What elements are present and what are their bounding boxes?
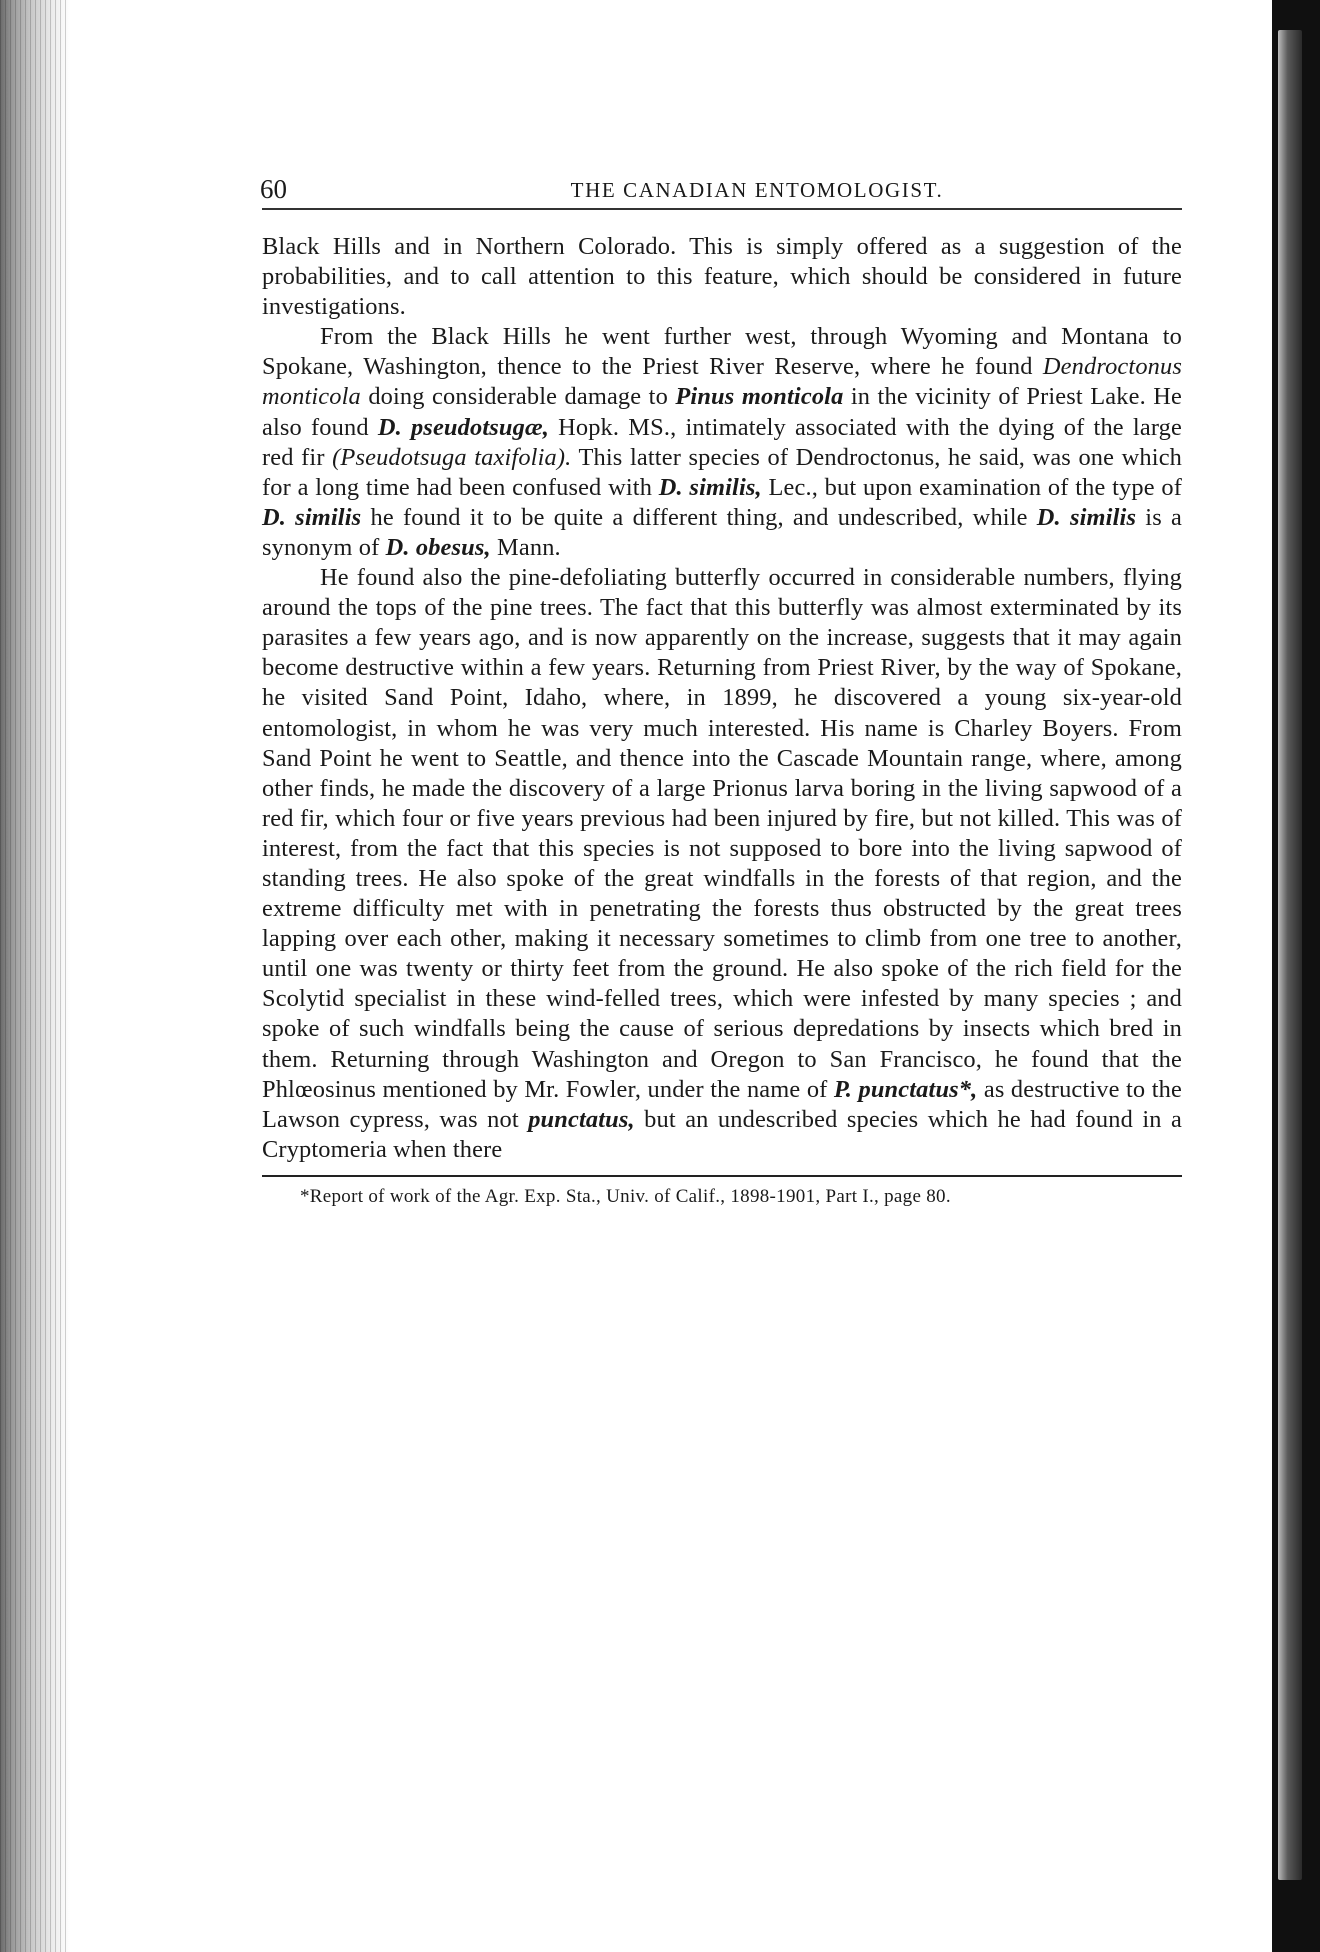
footnote-rule [262, 1175, 1182, 1177]
footnote: *Report of work of the Agr. Exp. Sta., Univ. of Calif., 1898-1901, Part I., page 80. [300, 1185, 951, 1207]
paragraph-2-text-9: Mann. [490, 533, 561, 561]
paragraph-2-text-6: Lec., but upon examination of the type of [761, 473, 1183, 501]
paragraph-2-text-1: From the Black Hills he went further west, through Wyoming and Montana to Spokane, Washington, thence to the Priest River Reserve, where he found [262, 323, 1182, 381]
page-number: 60 [260, 174, 287, 204]
journal-title: THE CANADIAN ENTOMOLOGIST. [570, 178, 944, 202]
book-cover-edge [1272, 0, 1320, 1952]
paragraph-2-text-4: Hopk. MS., intimately associated with the dying of the large red fir [262, 413, 1182, 471]
species-name: D. similis [262, 503, 362, 531]
species-name: D. similis, [658, 473, 762, 501]
book-page [262, 168, 1182, 1209]
paragraph-3-text-3: but an undescribed species which he had found in a Cryptomeria when there [262, 1105, 1182, 1163]
paragraph-2-text-2: doing considerable damage to [360, 383, 676, 411]
species-name: Pinus monticola [675, 383, 844, 411]
paragraph-2-text-5: This latter species of Dendroctonus, he said, was one which for a long time had been confused with [262, 443, 1183, 501]
running-head [262, 168, 1182, 208]
species-name: Dendroctonus monticola [262, 353, 1182, 411]
species-name: P. punctatus*, [833, 1075, 978, 1103]
species-name: (Pseudotsuga taxifolia). [332, 443, 572, 471]
page-edge-shadow [1278, 30, 1302, 1880]
paragraph-3-text-1: He found also the pine-defoliating butterfly occurred in considerable numbers, flying around the tops of the pine trees. The fact that this butterfly was almost exterminated by its parasites a few years ago, and is now apparently on the increase, suggests that it may again become destructive within a few years. Returning from Priest River, by the way of Spokane, he visited Sand Point, Idaho, where, in 1899, he discovered a young six-year-old entomologist, in whom he was very much interested. His name is Charley Boyers. From Sand Point he went to Seattle, and thence into the Cascade Mountain range, where, among other finds, he made the discovery of a large Prionus larva boring in the living sapwood of a red fir, which four or five years previous had been injured by fire, but not killed. This was of interest, from the fact that this species is not supposed to bore into the living sapwood of standing trees. He also spoke of the great windfalls in the forests of that region, and the extreme difficulty met with in penetrating the forests thus obstructed by the great trees lapping over each other, making it necessary sometimes to climb from one tree to another, until one was twenty or thirty feet from the ground. He also spoke of the rich field for the Scolytid specialist in these wind-felled trees, which were infested by many species ; and spoke of such windfalls being the cause of serious depredations by insects which bred in them. Returning through Washington and Oregon to San Francisco, he found that the Phlœosinus mentioned by Mr. Fowler, under the name of [262, 564, 1182, 1103]
header-rule [262, 208, 1182, 210]
species-name: D. similis [1036, 503, 1137, 531]
paragraph-1 [262, 232, 1182, 322]
paragraph-2 [262, 322, 1182, 563]
species-name: D. obesus, [385, 533, 491, 561]
species-name: D. pseudotsugæ, [377, 413, 549, 441]
book-binding-gutter [0, 0, 70, 1952]
paragraph-3 [262, 563, 1182, 1165]
paragraph-2-text-8: is a synonym of [262, 503, 1182, 561]
paragraph-2-text-7: he found it to be quite a different thing, and undescribed, while [361, 503, 1037, 531]
body-text [262, 232, 1182, 1165]
paragraph-2-text-3: in the vicinity of Priest Lake. He also found [262, 383, 1182, 441]
species-name: punctatus, [528, 1105, 635, 1133]
paragraph-1-text: Black Hills and in Northern Colorado. This is simply offered as a suggestion of the probabilities, and to call attention to this feature, which should be considered in future investigations. [262, 233, 1182, 321]
paragraph-3-text-2: as destructive to the Lawson cypress, was not [262, 1075, 1182, 1133]
